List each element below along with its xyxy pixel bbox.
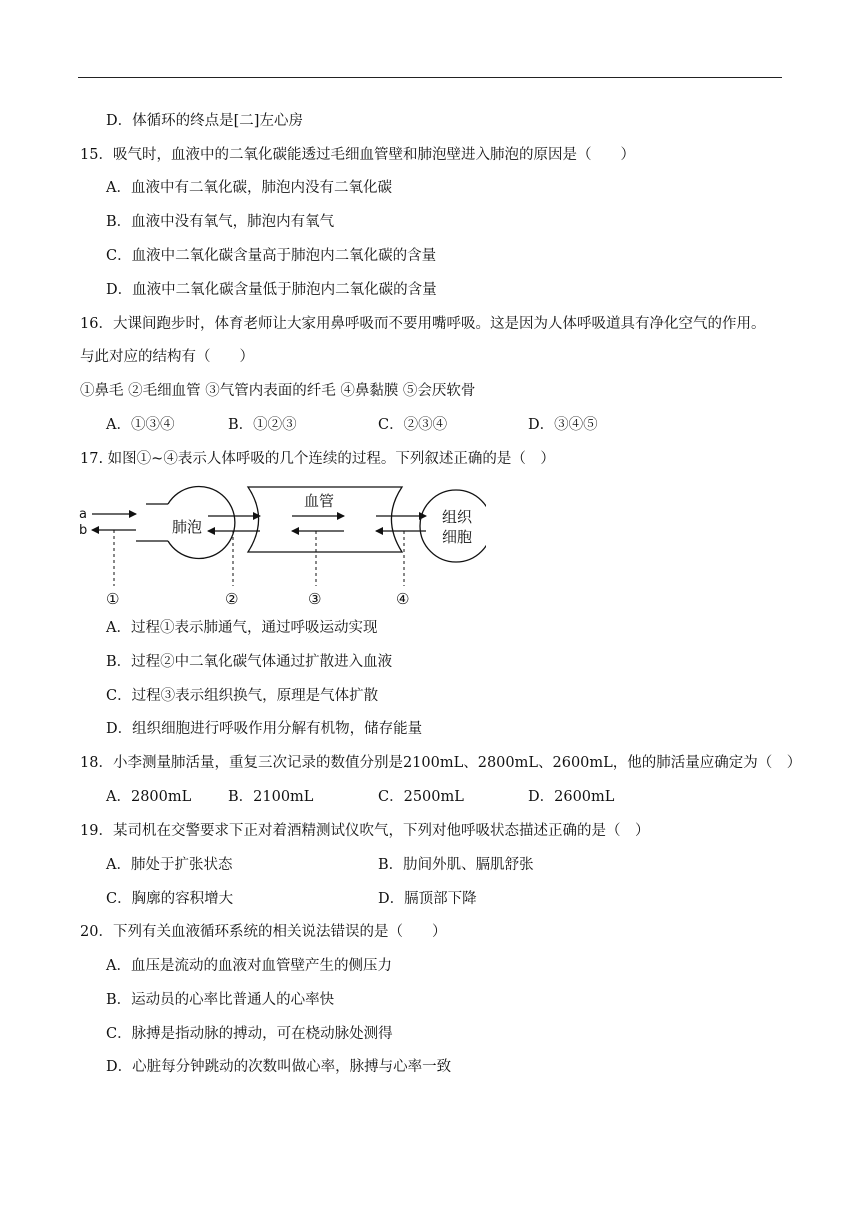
q15-option-d: D．血液中二氧化碳含量低于肺泡内二氧化碳的含量 bbox=[106, 282, 437, 298]
q14-option-d: D．体循环的终点是[二]左心房 bbox=[106, 113, 303, 129]
q15-option-b: B．血液中没有氧气，肺泡内有氧气 bbox=[106, 214, 335, 230]
q18-option-c: C．2500mL bbox=[378, 789, 464, 805]
q18-stem: 18．小李测量肺活量，重复三次记录的数值分别是2100mL、2800mL、2600mL，他的肺活量应确定为（ ） bbox=[80, 755, 802, 771]
label-b: b bbox=[79, 523, 88, 538]
q17-option-b: B．过程②中二氧化碳气体通过扩散进入血液 bbox=[106, 654, 393, 670]
q20-option-c: C．脉搏是指动脉的搏动，可在桡动脉处测得 bbox=[106, 1026, 393, 1042]
label-a: a bbox=[79, 507, 87, 522]
tissue-label-line2: 细胞 bbox=[442, 528, 473, 546]
q20-stem: 20．下列有关血液循环系统的相关说法错误的是（ ） bbox=[80, 924, 447, 940]
marker-3: ③ bbox=[308, 590, 322, 608]
q20-option-d: D．心脏每分钟跳动的次数叫做心率，脉搏与心率一致 bbox=[106, 1059, 452, 1075]
vessel-label: 血管 bbox=[304, 492, 335, 510]
q17-stem: 17. 如图①~④表示人体呼吸的几个连续的过程。下列叙述正确的是（ ） bbox=[80, 451, 555, 467]
q15-option-a: A．血液中有二氧化碳，肺泡内没有二氧化碳 bbox=[106, 180, 392, 196]
q16-option-d: D．③④⑤ bbox=[528, 417, 598, 433]
tissue-cell-shape bbox=[420, 490, 486, 562]
alveolus-label: 肺泡 bbox=[172, 518, 203, 536]
q20-option-a: A．血压是流动的血液对血管壁产生的侧压力 bbox=[106, 958, 392, 974]
q16-option-a: A．①③④ bbox=[106, 417, 175, 433]
marker-4: ④ bbox=[396, 590, 410, 608]
q18-option-a: A．2800mL bbox=[106, 789, 192, 805]
tissue-label-line1: 组织 bbox=[442, 508, 473, 526]
q17-option-d: D．组织细胞进行呼吸作用分解有机物，储存能量 bbox=[106, 721, 423, 737]
q19-stem: 19．某司机在交警要求下正对着酒精测试仪吹气，下列对他呼吸状态描述正确的是（ ） bbox=[80, 823, 650, 839]
q20-option-b: B．运动员的心率比普通人的心率快 bbox=[106, 992, 335, 1008]
q19-option-b: B．肋间外肌、膈肌舒张 bbox=[378, 857, 534, 873]
q19-option-c: C．胸廓的容积增大 bbox=[106, 891, 234, 907]
respiration-diagram bbox=[76, 480, 486, 610]
q19-option-a: A．肺处于扩张状态 bbox=[106, 857, 233, 873]
q16-stem-line1: 16．大课间跑步时，体育老师让大家用鼻呼吸而不要用嘴呼吸。这是因为人体呼吸道具有净化空气的作用。 bbox=[80, 316, 766, 332]
marker-2: ② bbox=[225, 590, 239, 608]
q18-option-d: D．2600mL bbox=[528, 789, 615, 805]
marker-1: ① bbox=[106, 590, 120, 608]
q19-option-d: D．膈顶部下降 bbox=[378, 891, 477, 907]
header-rule bbox=[78, 77, 782, 78]
q15-stem: 15．吸气时，血液中的二氧化碳能透过毛细血管壁和肺泡壁进入肺泡的原因是（ ） bbox=[80, 147, 635, 163]
q16-option-c: C．②③④ bbox=[378, 417, 448, 433]
q16-option-b: B．①②③ bbox=[228, 417, 297, 433]
q18-option-b: B．2100mL bbox=[228, 789, 314, 805]
q16-stem-line2: 与此对应的结构有（ ） bbox=[80, 349, 254, 365]
q17-option-c: C．过程③表示组织换气，原理是气体扩散 bbox=[106, 688, 379, 704]
q15-option-c: C．血液中二氧化碳含量高于肺泡内二氧化碳的含量 bbox=[106, 248, 437, 264]
q16-items: ①鼻毛 ②毛细血管 ③气管内表面的纤毛 ④鼻黏膜 ⑤会厌软骨 bbox=[80, 383, 476, 399]
q17-option-a: A．过程①表示肺通气，通过呼吸运动实现 bbox=[106, 620, 378, 636]
